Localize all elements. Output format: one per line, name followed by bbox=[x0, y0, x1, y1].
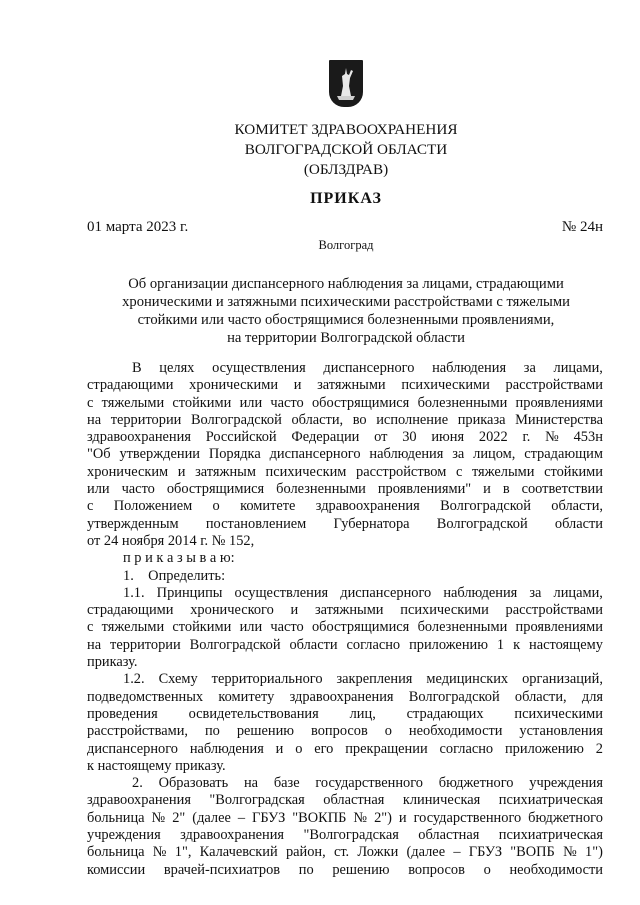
document-type: ПРИКАЗ bbox=[310, 190, 382, 207]
body-word: "Волгоградская bbox=[209, 792, 305, 809]
body-word: и bbox=[483, 481, 491, 498]
body-word: по bbox=[204, 723, 220, 740]
body-word: с bbox=[87, 619, 94, 636]
body-word: лицом, bbox=[473, 446, 516, 463]
body-word: 2 bbox=[595, 740, 603, 757]
body-word: расстройствами, bbox=[87, 723, 188, 740]
body-word: комиссии bbox=[87, 861, 146, 878]
body-word: затяжными bbox=[317, 377, 386, 394]
body-word: Порядка bbox=[208, 446, 261, 463]
body-word: по bbox=[298, 861, 314, 878]
body-line bbox=[87, 706, 603, 723]
body-word: обострящимися bbox=[166, 481, 265, 498]
body-word: бюджетного bbox=[528, 809, 603, 826]
body-word: г. bbox=[522, 429, 531, 446]
body-word: приложению bbox=[409, 636, 488, 653]
body-word: Волгоградской bbox=[190, 411, 282, 428]
body-word: Волгоградской bbox=[440, 498, 531, 515]
body-word: ГБУЗ bbox=[468, 844, 503, 861]
body-word: целях bbox=[159, 360, 195, 376]
document-number: № 24н bbox=[561, 219, 603, 235]
body-word: тяжелыми bbox=[101, 619, 165, 636]
body-word: закрепления bbox=[336, 671, 413, 688]
body-word: психиатрическая bbox=[498, 827, 603, 844]
body-word: базе bbox=[273, 775, 300, 792]
body-word: психическими bbox=[514, 705, 603, 722]
body-word: области bbox=[289, 636, 338, 653]
body-word: постановлением bbox=[205, 515, 307, 532]
org-line: (ОБЛЗДРАВ) bbox=[303, 161, 389, 178]
document-date: 01 марта 2023 г. bbox=[87, 219, 189, 235]
body-word: "Волгоградская bbox=[303, 827, 399, 844]
body-word: Волгоградской bbox=[408, 688, 500, 705]
body-line bbox=[87, 602, 603, 619]
body-word: психическими bbox=[400, 602, 489, 619]
body-word: и bbox=[398, 809, 407, 826]
organization-name bbox=[0, 120, 640, 180]
body-word: утвержденным bbox=[87, 515, 179, 532]
body-word: стойкими bbox=[172, 394, 232, 411]
body-word: больница bbox=[87, 844, 145, 861]
body-line bbox=[87, 498, 603, 515]
body-word: бюджетного bbox=[438, 775, 514, 792]
body-word: или bbox=[87, 481, 110, 498]
body-word: диспансерного bbox=[269, 446, 361, 463]
body-line bbox=[87, 395, 603, 412]
body-word: 30 bbox=[402, 429, 417, 446]
body-word: согласно bbox=[439, 740, 494, 757]
body-word: лиц, bbox=[349, 705, 376, 722]
body-word: настоящему bbox=[529, 636, 603, 653]
body-word: Ложки bbox=[357, 844, 399, 861]
body-word: утверждении bbox=[119, 446, 200, 463]
subject-line: Об организации диспансерного наблюдения за лицами, страдающими bbox=[128, 276, 564, 292]
body-word: осуществления bbox=[212, 360, 306, 376]
body-word: учреждения bbox=[87, 827, 161, 844]
body-line bbox=[87, 568, 603, 585]
coat-of-arms-emblem bbox=[329, 60, 363, 107]
body-word: тяжелыми bbox=[101, 394, 165, 411]
body-word: медицинских bbox=[426, 671, 509, 688]
body-word: или bbox=[239, 619, 263, 636]
body-word: 1") bbox=[585, 844, 603, 861]
body-word: психическими bbox=[401, 377, 490, 394]
body-line bbox=[87, 723, 603, 740]
body-word: Федерации bbox=[291, 429, 360, 446]
body-word: соответствии bbox=[521, 481, 603, 498]
body-word: ст. bbox=[333, 844, 350, 861]
body-line bbox=[87, 689, 603, 706]
body-text-run: п р и к а з ы в а ю: bbox=[123, 550, 235, 567]
body-word: хроническими bbox=[189, 377, 279, 394]
body-word: на bbox=[87, 411, 102, 428]
body-word: Губернатора bbox=[333, 515, 410, 532]
body-word: осуществления bbox=[234, 584, 329, 601]
body-line bbox=[87, 619, 603, 636]
body-word: стойкими bbox=[544, 463, 603, 480]
body-word: с bbox=[455, 463, 463, 480]
body-word: № bbox=[353, 809, 368, 826]
body-word: ГБУЗ bbox=[252, 809, 286, 826]
body-word: 1 bbox=[496, 636, 505, 653]
body-word: решению bbox=[332, 861, 390, 878]
body-word: стойкими bbox=[172, 619, 232, 636]
body-word: 2. bbox=[132, 775, 143, 792]
body-word: 2022 bbox=[478, 429, 508, 446]
body-word: за bbox=[523, 360, 536, 376]
body-word: страдающих bbox=[406, 705, 484, 722]
body-word: приказа bbox=[457, 411, 506, 428]
body-word: страдающими bbox=[87, 377, 174, 394]
body-word: Министерства bbox=[515, 411, 603, 428]
body-word: здравоохранения bbox=[87, 429, 191, 446]
body-word: клиническая bbox=[402, 792, 481, 809]
body-word: области, bbox=[514, 688, 567, 705]
body-word: необходимости bbox=[408, 723, 503, 740]
body-line bbox=[87, 585, 603, 602]
body-word: болезненными bbox=[276, 481, 366, 498]
body-word: диспансерного bbox=[323, 360, 415, 376]
body-word: хронического bbox=[190, 602, 274, 619]
body-text-run: 1. Определить: bbox=[123, 567, 226, 584]
body-word: наблюдения bbox=[443, 584, 518, 601]
body-word: 1.1. bbox=[123, 584, 145, 601]
body-word: приложению bbox=[504, 740, 584, 757]
body-word: Принципы bbox=[156, 584, 223, 601]
body-word: проявлениями" bbox=[377, 481, 472, 498]
body-word: о bbox=[212, 498, 220, 515]
body-line bbox=[87, 671, 603, 688]
body-word: организаций, bbox=[522, 671, 603, 688]
body-word: областная bbox=[418, 827, 480, 844]
body-word: 453н bbox=[573, 429, 603, 446]
body-word: хроническим bbox=[87, 463, 169, 480]
body-word: наблюдения bbox=[189, 740, 264, 757]
body-word: страдающим bbox=[524, 446, 603, 463]
subject-line: хроническими и затяжными психическими расстройствами с тяжелыми bbox=[122, 294, 570, 310]
body-word: 1.2. bbox=[123, 671, 145, 688]
body-word: болезненными bbox=[417, 394, 508, 411]
body-word: на bbox=[243, 775, 259, 792]
body-word: (далее bbox=[192, 809, 231, 826]
body-word: № bbox=[563, 844, 577, 861]
body-word: Схему bbox=[158, 671, 198, 688]
body-word: проявлениями bbox=[515, 394, 603, 411]
body-word: Образовать bbox=[158, 775, 229, 792]
body-text-run: от 24 ноября 2014 г. № 152, bbox=[87, 532, 255, 549]
body-word: диспансерного bbox=[87, 740, 178, 757]
body-word: 1", bbox=[174, 844, 192, 861]
body-word: (далее bbox=[406, 844, 446, 861]
body-line bbox=[87, 516, 603, 533]
body-word: "Об bbox=[87, 446, 111, 463]
body-word: затяжным bbox=[195, 463, 256, 480]
body-word: Волгоградской bbox=[189, 636, 281, 653]
body-word: – bbox=[453, 844, 461, 861]
body-line bbox=[87, 758, 603, 775]
body-word: психиатрическая bbox=[498, 792, 603, 809]
body-word: Калачевский bbox=[199, 844, 278, 861]
body-line bbox=[87, 429, 603, 446]
body-word: болезненными bbox=[417, 619, 508, 636]
body-word: о bbox=[384, 723, 392, 740]
body-word: район, bbox=[285, 844, 326, 861]
body-line bbox=[87, 481, 603, 498]
body-word: "ВОКПБ bbox=[292, 809, 347, 826]
body-word: здравоохранения bbox=[87, 792, 191, 809]
body-word: его bbox=[314, 740, 334, 757]
body-word: диспансерного bbox=[340, 584, 432, 601]
body-word: и bbox=[290, 602, 299, 619]
body-word: за bbox=[529, 584, 542, 601]
body-word: лицами, bbox=[553, 584, 603, 601]
body-word: В bbox=[132, 360, 142, 376]
body-word: государственного bbox=[315, 775, 423, 792]
body-word: исполнение bbox=[376, 411, 449, 428]
body-word: часто bbox=[270, 394, 304, 411]
body-word: от bbox=[374, 429, 388, 446]
body-word: – bbox=[237, 809, 246, 826]
body-word: области bbox=[554, 515, 603, 532]
body-word: с bbox=[87, 498, 94, 515]
body-word: наблюдения bbox=[369, 446, 444, 463]
body-line bbox=[87, 550, 603, 567]
body-word: и bbox=[275, 740, 284, 757]
body-word: о bbox=[295, 740, 303, 757]
body-word: расстройствами bbox=[505, 602, 603, 619]
body-word: часто bbox=[121, 481, 155, 498]
body-line bbox=[87, 412, 603, 429]
body-word: подведомственных bbox=[87, 688, 204, 705]
body-word: июня bbox=[431, 429, 465, 446]
org-line: ВОЛГОГРАДСКОЙ ОБЛАСТИ bbox=[244, 141, 448, 158]
body-line bbox=[87, 464, 603, 481]
body-word: 2" bbox=[172, 809, 186, 826]
body-word: расстройствами bbox=[505, 377, 603, 394]
document-city: Волгоград bbox=[318, 238, 374, 252]
body-word: затяжными bbox=[314, 602, 384, 619]
body-word: 2") bbox=[374, 809, 392, 826]
body-word: и bbox=[177, 463, 186, 480]
body-word: Положением bbox=[113, 498, 193, 515]
body-word: проведения bbox=[87, 705, 158, 722]
body-line bbox=[87, 533, 603, 550]
body-word: территориального bbox=[211, 671, 323, 688]
org-line: КОМИТЕТ ЗДРАВООХРАНЕНИЯ bbox=[234, 121, 458, 138]
body-word: и bbox=[293, 377, 302, 394]
body-line bbox=[87, 775, 603, 792]
body-word: здравоохранения bbox=[289, 688, 394, 705]
body-word: о bbox=[483, 861, 491, 878]
body-line bbox=[87, 377, 603, 394]
body-word: обострящимися bbox=[311, 394, 410, 411]
body-word: психическим bbox=[265, 463, 347, 480]
body-word: территории bbox=[110, 411, 182, 428]
body-word: согласно bbox=[346, 636, 401, 653]
body-line bbox=[87, 792, 603, 809]
body-word: на bbox=[87, 636, 102, 653]
body-line bbox=[87, 810, 603, 827]
body-word: Российской bbox=[205, 429, 277, 446]
body-word: за bbox=[452, 446, 465, 463]
body-word: решению bbox=[236, 723, 295, 740]
body-line bbox=[87, 637, 603, 654]
body-line bbox=[87, 654, 603, 671]
body-word: области, bbox=[551, 498, 603, 515]
subject-line: на территории Волгоградской области bbox=[227, 330, 465, 346]
body-word: или bbox=[239, 394, 263, 411]
body-word: Волгоградской bbox=[436, 515, 528, 532]
body-word: для bbox=[581, 688, 603, 705]
body-word: больница bbox=[87, 809, 145, 826]
body-word: страдающими bbox=[87, 602, 174, 619]
document-subject bbox=[0, 275, 640, 347]
body-word: территории bbox=[110, 636, 181, 653]
body-word: вопросов bbox=[408, 861, 465, 878]
body-word: проявлениями bbox=[515, 619, 603, 636]
body-word: наблюдения bbox=[432, 360, 507, 376]
body-word: расстройством bbox=[356, 463, 447, 480]
body-line bbox=[87, 827, 603, 844]
body-word: освидетельствования bbox=[188, 705, 319, 722]
body-line bbox=[87, 446, 603, 463]
body-line bbox=[87, 844, 603, 861]
body-word: здравоохранения bbox=[180, 827, 285, 844]
body-word: с bbox=[87, 394, 94, 411]
body-word: установления bbox=[519, 723, 603, 740]
body-word: здравоохранения bbox=[315, 498, 420, 515]
body-word: к bbox=[513, 636, 521, 653]
body-word: области, bbox=[291, 411, 344, 428]
body-word: обострящимися bbox=[311, 619, 410, 636]
body-line bbox=[87, 360, 603, 377]
body-word: необходимости bbox=[509, 861, 603, 878]
body-word: комитете bbox=[240, 498, 296, 515]
body-word: часто bbox=[270, 619, 304, 636]
body-word: во bbox=[352, 411, 367, 428]
body-word: комитету bbox=[218, 688, 275, 705]
body-line bbox=[87, 741, 603, 758]
body-word: прекращении bbox=[345, 740, 428, 757]
body-word: № bbox=[545, 429, 559, 446]
body-word: № bbox=[152, 844, 167, 861]
body-word: лицами, bbox=[553, 360, 603, 376]
body-word: тяжелыми bbox=[471, 463, 535, 480]
motherland-statue-icon bbox=[329, 60, 363, 107]
body-line bbox=[87, 862, 603, 879]
document-body bbox=[87, 360, 603, 879]
subject-line: стойкими или часто обострящимися болезненными проявлениями, bbox=[137, 312, 555, 328]
body-word: "ВОПБ bbox=[510, 844, 555, 861]
body-word: в bbox=[502, 481, 510, 498]
body-word: вопросов bbox=[311, 723, 368, 740]
body-word: № bbox=[151, 809, 166, 826]
body-word: областная bbox=[323, 792, 385, 809]
body-text-run: приказу. bbox=[87, 654, 138, 671]
body-text-run: к настоящему приказу. bbox=[87, 757, 226, 774]
body-word: государственного bbox=[413, 809, 522, 826]
body-word: учреждения bbox=[529, 775, 603, 792]
body-word: врачей-психиатров bbox=[163, 861, 281, 878]
